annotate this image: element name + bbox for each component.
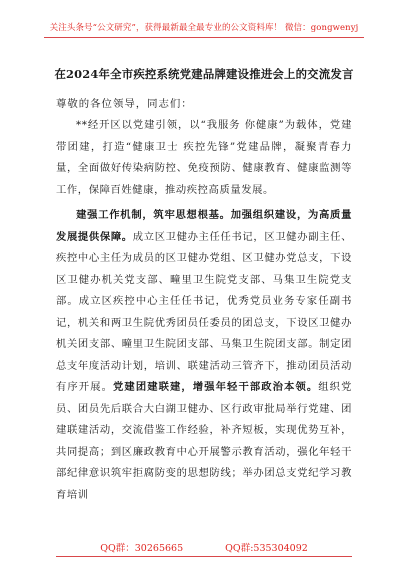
paragraph-2-text: 成立区卫健办主任任书记，区卫健办副主任、疾控中心主任为成员的区卫健办党组、区卫健办党总支，下设区卫健办机关党支部、疃里卫生院党支部、马集卫生院党支部。成立区疾控中心主任任书记，优秀党员业务专家任副书记，机关和两卫生院优秀团员任委员的团总支，下设区卫健办机关团支部、疃里卫生院团支部、马集卫生院团支部。制定团总支年度活动计划，培训、联建活动三管齐下，推动团员活动有序开展。: [56, 230, 353, 393]
footer-contacts: [0, 540, 408, 554]
footer-qq-group-2: QQ群:535304092: [225, 543, 308, 554]
paragraph-2-heading: 建强工作机制，筑牢思想根基。加强组织建设，为高质量发展提供保障。: [56, 209, 352, 243]
paragraph-2-text-continued: 组织党员、团员先后联合大白湖卫健办、区行政审批局举行党建、团建联建活动，交流借鉴工作经验，补齐短板，实现优势互补，共同提高；到区廉政教育中心开展警示教育活动，强化年轻干部纪律意识筑牢拒腐防变的思想防线；举办团总支党纪学习教育培训: [56, 381, 352, 501]
paragraph-1: [56, 115, 352, 201]
document-title: 在2024年全市疾控系统党建品牌建设推进会上的交流发言: [54, 67, 354, 81]
paragraph-2: [56, 205, 352, 506]
salutation: 尊敬的各位领导，同志们：: [56, 98, 193, 110]
paragraph-1-text: **经开区以党建引领，以“我服务 你健康”为载体，党建带团建，打造“健康卫士 疾控先锋”党建品牌，凝聚青春力量，全面做好传染病防控、免疫预防、健康教育、健康监测等工作，保障百姓健康，推动疾控高质量发展。: [56, 119, 352, 196]
paragraph-2-subheading: 党建团建联建，增强年轻干部政治本领。: [113, 381, 319, 393]
footer-qq-group-1: QQ群：30265665: [100, 543, 184, 554]
header-divider: [44, 37, 364, 38]
footer-divider: [56, 556, 352, 557]
top-banner: 关注头条号“公文研究”，获得最新最全最专业的公文资料库！ 微信：gongwenyj: [49, 23, 359, 33]
